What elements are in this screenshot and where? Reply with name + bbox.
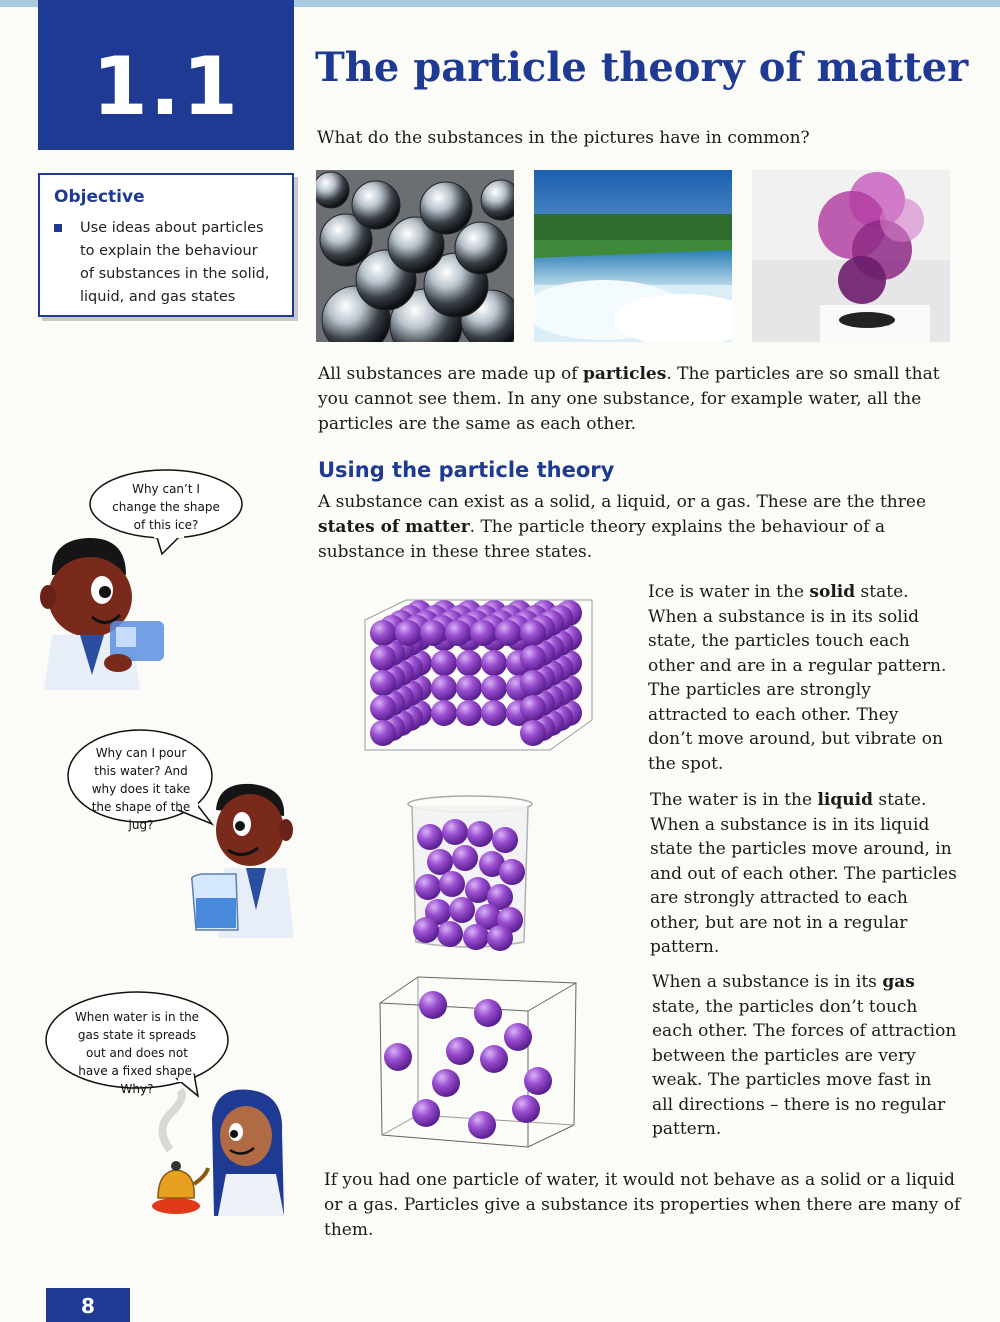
text-run: state. When a substance is in its solid state, the particles touch each other and are in a regular pattern. The particles are strongly attracted to each other. They don’t move around, but vibrate on the spot. <box>648 582 947 774</box>
speech-bubble-text: Why can’t I change the shape of this ice? <box>112 482 220 532</box>
paragraph-particles <box>318 362 958 437</box>
keyword-gas: gas <box>882 972 915 992</box>
student-with-jug-illustration <box>186 780 301 938</box>
text-run: state, the particles don’t touch each other. The forces of attraction between the particles are very weak. The particles move fast in all directions – there is no regular pattern. <box>652 996 957 1139</box>
text-run: . The particles are so small that you cannot see them. In any one substance, for example water, all the particles are the same as each other. <box>318 364 940 434</box>
text-run: The water is in the <box>650 790 818 810</box>
photo-steel-spheres <box>316 170 514 342</box>
gas-particle-diagram <box>378 975 578 1150</box>
text-run: All substances are made up of <box>318 364 583 384</box>
speech-bubble-gas <box>44 990 230 1098</box>
paragraph-gas <box>652 970 957 1142</box>
intro-question: What do the substances in the pictures have in common? <box>317 128 810 148</box>
text-run: A substance can exist as a solid, a liquid, or a gas. These are the three <box>318 492 926 512</box>
student-holding-ice-illustration <box>40 535 170 690</box>
page-number: 8 <box>81 1294 95 1318</box>
chapter-number: 1.1 <box>92 40 240 133</box>
paragraph-liquid <box>650 788 960 960</box>
objective-box <box>38 173 294 317</box>
objective-item <box>54 217 274 309</box>
bullet-square-icon <box>54 224 62 232</box>
page-title: The particle theory of matter <box>315 44 969 91</box>
paragraph-closing: If you had one particle of water, it would not behave as a solid or a liquid or a gas. Particles give a substance its properties when there are many of them. <box>324 1170 961 1240</box>
keyword-liquid: liquid <box>817 790 873 810</box>
photo-purple-gas <box>752 170 950 342</box>
student-with-kettle-illustration <box>150 1088 300 1216</box>
keyword-solid: solid <box>809 582 856 602</box>
chapter-number-block <box>38 0 294 150</box>
objective-heading: Objective <box>54 187 145 207</box>
text-run: state. When a substance is in its liquid state the particles move around, in and out of each other. The particles are strongly attracted to each other, but are not in a regular pattern. <box>650 790 957 957</box>
speech-bubble-text: Why can I pour this water? And why does it take the shape of the jug? <box>91 746 191 832</box>
solid-particle-diagram <box>360 592 600 762</box>
paragraph-solid <box>648 580 948 776</box>
keyword-particles: particles <box>582 364 667 384</box>
speech-bubble-text: When water is in the gas state it spreads out and does not have a fixed shape. Why? <box>74 1010 200 1096</box>
text-run: . The particle theory explains the behaviour of a substance in these three states. <box>318 517 885 562</box>
photo-waterfall <box>534 170 732 342</box>
paragraph-states-of-matter <box>318 490 948 565</box>
keyword-states-of-matter: states of matter <box>318 517 470 537</box>
section-heading: Using the particle theory <box>318 458 615 482</box>
text-run: When a substance is in its <box>652 972 883 992</box>
liquid-particle-diagram <box>400 792 540 952</box>
page-number-box <box>46 1288 130 1322</box>
text-run: Ice is water in the <box>648 582 810 602</box>
objective-text: Use ideas about particles to explain the behaviour of substances in the solid, liquid, and gas states <box>80 220 270 305</box>
